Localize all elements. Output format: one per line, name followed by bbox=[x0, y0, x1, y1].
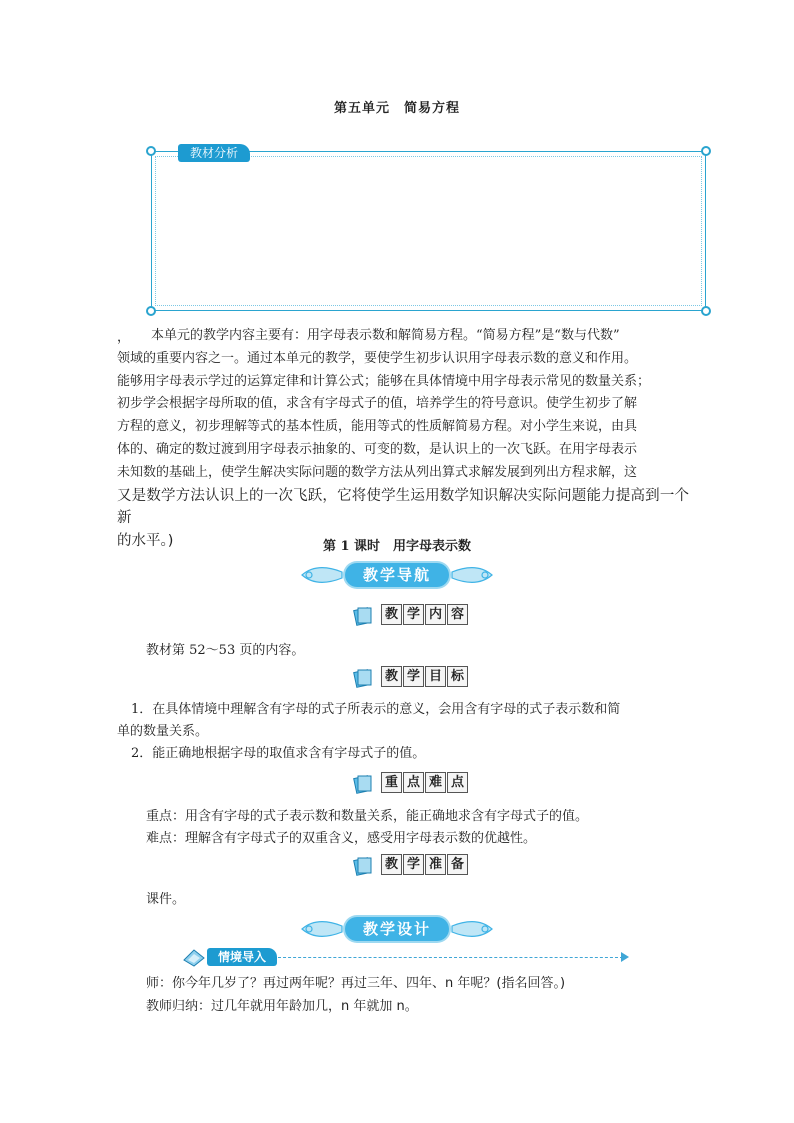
analysis-line: 领域的重要内容之一。通过本单元的教学，要使学生初步认识用字母表示数的意义和作用。 bbox=[117, 350, 638, 366]
goal-item: 单的数量关系。 bbox=[117, 724, 209, 739]
analysis-lead: ， bbox=[117, 330, 131, 345]
section-char: 准 bbox=[425, 854, 446, 875]
section-char: 学 bbox=[403, 854, 424, 875]
key-point-text: 重点：用含有字母的式子表示数和数量关系，能正确地求含有字母式子的值。 bbox=[146, 809, 589, 824]
book-icon bbox=[352, 605, 374, 627]
section-char: 目 bbox=[425, 666, 446, 687]
section-header-content bbox=[352, 604, 472, 630]
frame-corner-ornament bbox=[146, 146, 156, 156]
banner-label: 教学导航 bbox=[345, 563, 449, 587]
analysis-line: 方程的意义，初步理解等式的基本性质，能用等式的性质解简易方程。对小学生来说，由具 bbox=[117, 419, 638, 435]
section-header-goals bbox=[352, 666, 472, 692]
analysis-line: 本单元的教学内容主要有：用字母表示数和解简易方程。“简易方程”是“数与代数” bbox=[151, 328, 620, 343]
analysis-line: 初步学会根据字母所取的值，求含有字母式子的值，培养学生的符号意识。使学生初步了解 bbox=[117, 396, 638, 412]
goals-list bbox=[117, 699, 691, 765]
frame-corner-ornament bbox=[701, 306, 711, 316]
analysis-paragraph bbox=[117, 325, 689, 553]
analysis-line: 又是数学方法认识上的一次飞跃，它将使学生运用数学知识解决实际问题能力提高到一个新 bbox=[117, 487, 689, 527]
analysis-frame-inner bbox=[155, 156, 702, 306]
section-char: 学 bbox=[403, 604, 424, 625]
section-header-key-points bbox=[352, 772, 472, 798]
section-char: 教 bbox=[381, 666, 402, 687]
section-char: 标 bbox=[447, 666, 468, 687]
analysis-tab: 教材分析 bbox=[178, 144, 250, 162]
banner-teaching-nav bbox=[297, 560, 497, 590]
section-char: 重 bbox=[381, 772, 402, 793]
book-icon bbox=[352, 667, 374, 689]
scene-intro-tab: 情境导入 bbox=[207, 948, 277, 966]
arrow-right-icon bbox=[621, 952, 629, 962]
banner-label: 教学设计 bbox=[345, 917, 449, 941]
frame-corner-ornament bbox=[146, 306, 156, 316]
section-char: 容 bbox=[447, 604, 468, 625]
analysis-line: 未知数的基础上，使学生解决实际问题的数学方法从列出算式求解发展到列出方程求解，这 bbox=[117, 464, 638, 480]
unit-title: 第五单元 简易方程 bbox=[333, 101, 460, 116]
section-char: 备 bbox=[447, 854, 468, 875]
dialogue-line: 师：你今年几岁了？再过两年呢？再过三年、四年、n 年呢？(指名回答。) bbox=[146, 976, 566, 991]
analysis-line: 能够用字母表示学过的运算定律和计算公式；能够在具体情境中用字母表示常见的数量关系； bbox=[117, 373, 651, 389]
section-char: 学 bbox=[403, 666, 424, 687]
difficulty-text: 难点：理解含有字母式子的双重含义，感受用字母表示数的优越性。 bbox=[146, 831, 537, 846]
section-header-prep bbox=[352, 854, 472, 880]
goal-item: 2．能正确地根据字母的取值求含有字母式子的值。 bbox=[131, 746, 426, 761]
dialogue-line: 教师归纳：过几年就用年龄加几，n 年就加 n。 bbox=[146, 999, 418, 1014]
lesson-title: 第 1 课时 用字母表示数 bbox=[322, 539, 472, 554]
analysis-line: 体的、确定的数过渡到用字母表示抽象的、可变的数，是认识上的一次飞跃。在用字母表示 bbox=[117, 441, 638, 457]
analysis-line: 的水平。) bbox=[117, 533, 174, 550]
section-char: 难 bbox=[425, 772, 446, 793]
section-char: 点 bbox=[447, 772, 468, 793]
book-icon bbox=[352, 855, 374, 877]
section-char: 教 bbox=[381, 854, 402, 875]
book-icon bbox=[352, 773, 374, 795]
scene-divider bbox=[278, 957, 623, 958]
book-icon bbox=[182, 946, 206, 968]
banner-teaching-design bbox=[297, 914, 497, 944]
goal-item: 1．在具体情境中理解含有字母的式子所表示的意义，会用含有字母的式子表示数和简 bbox=[131, 702, 621, 717]
section-char: 教 bbox=[381, 604, 402, 625]
frame-corner-ornament bbox=[701, 146, 711, 156]
prep-text: 课件。 bbox=[146, 892, 186, 907]
section-char: 内 bbox=[425, 604, 446, 625]
section-char: 点 bbox=[403, 772, 424, 793]
content-text: 教材第 52～53 页的内容。 bbox=[146, 643, 305, 658]
